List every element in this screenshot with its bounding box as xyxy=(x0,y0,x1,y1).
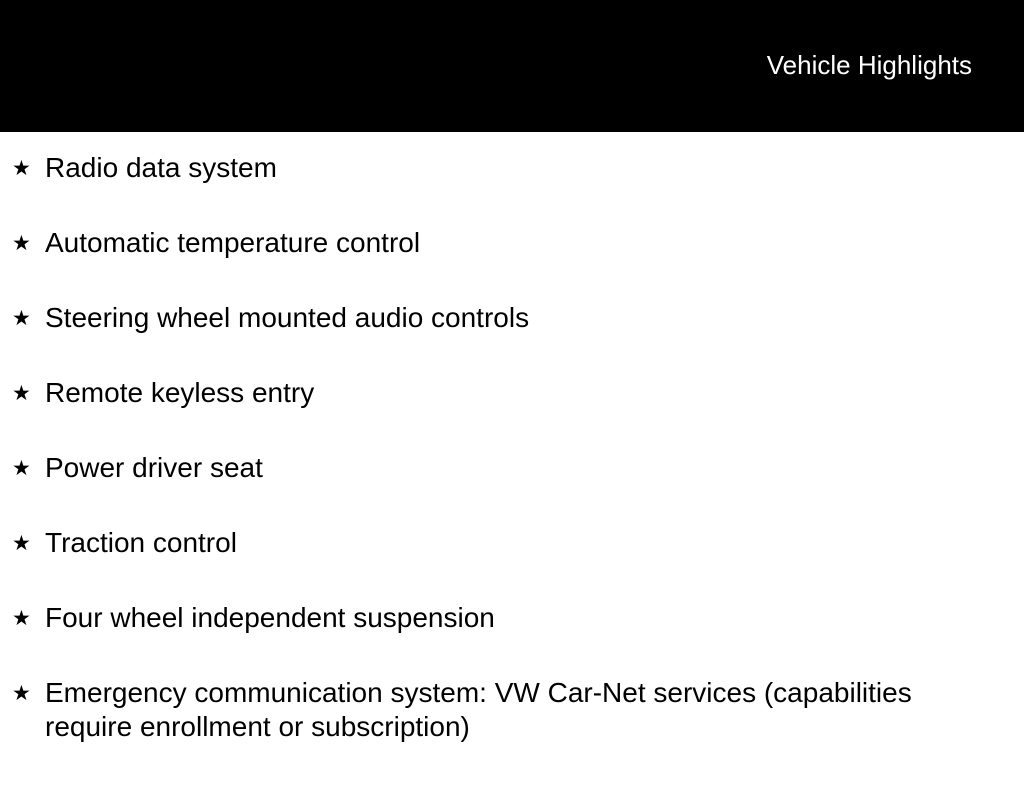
list-item xyxy=(0,526,1024,560)
highlight-text: Traction control xyxy=(45,527,237,558)
star-icon: ★ xyxy=(12,531,31,555)
list-item xyxy=(0,451,1024,485)
highlight-text: Four wheel independent suspension xyxy=(45,602,495,633)
header-bar xyxy=(0,0,1024,132)
star-icon: ★ xyxy=(12,231,31,255)
star-icon: ★ xyxy=(12,156,31,180)
highlight-text: Steering wheel mounted audio controls xyxy=(45,302,530,333)
star-icon: ★ xyxy=(12,681,31,705)
list-item xyxy=(0,226,1024,260)
list-item xyxy=(0,676,1024,744)
highlights-list xyxy=(0,151,1024,785)
star-icon: ★ xyxy=(12,606,31,630)
highlight-text: Power driver seat xyxy=(45,452,263,483)
list-item xyxy=(0,301,1024,335)
list-item xyxy=(0,151,1024,185)
highlight-text: Radio data system xyxy=(45,152,277,183)
page-title: Vehicle Highlights xyxy=(766,50,972,80)
highlight-text: Automatic temperature control xyxy=(45,227,421,258)
list-item xyxy=(0,601,1024,635)
highlight-text: Emergency communication system: VW Car-Net services (capabilities require enrollment or subscription) xyxy=(45,677,912,742)
highlight-text: Remote keyless entry xyxy=(45,377,315,408)
list-item xyxy=(0,376,1024,410)
star-icon: ★ xyxy=(12,456,31,480)
star-icon: ★ xyxy=(12,381,31,405)
star-icon: ★ xyxy=(12,306,31,330)
